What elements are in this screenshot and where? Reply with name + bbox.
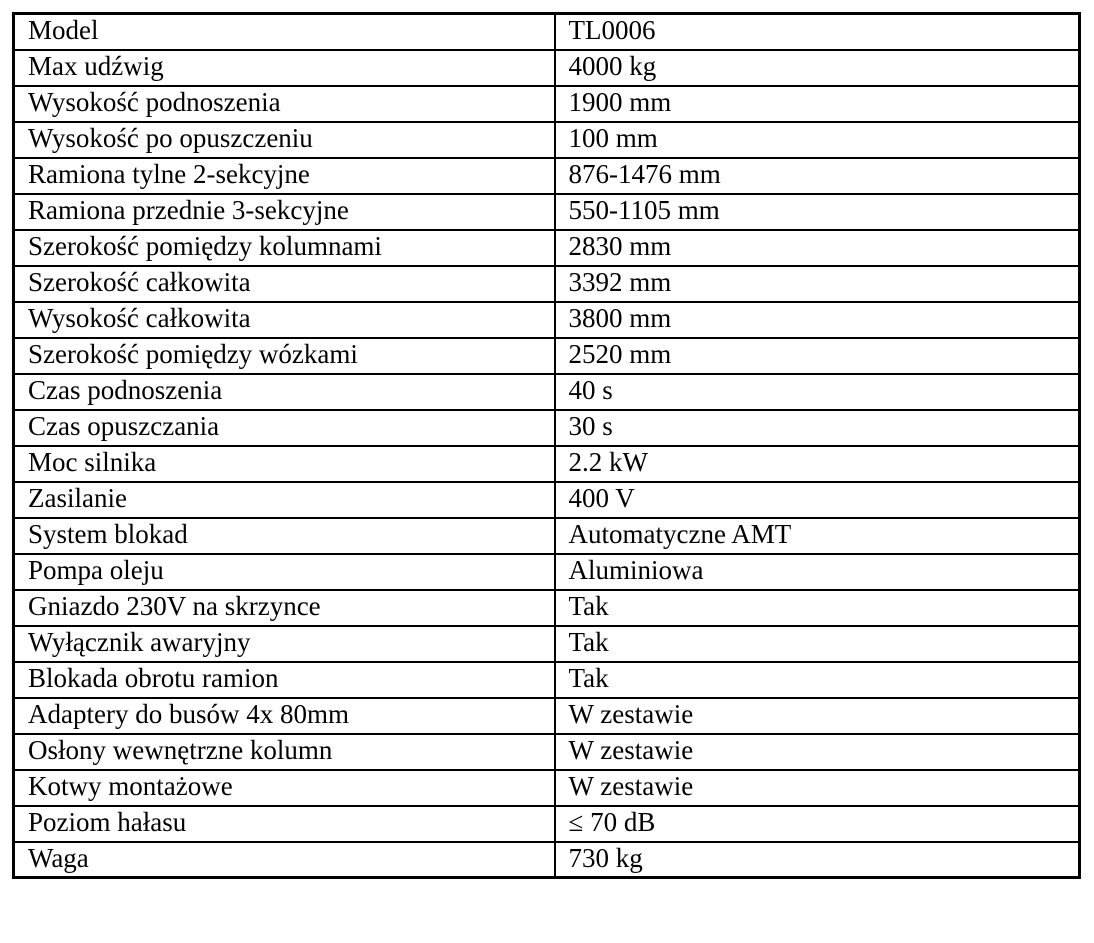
spec-value-cell: 40 s [555,374,1080,410]
table-row [14,86,1080,122]
spec-value-cell: W zestawie [555,734,1080,770]
spec-table-body [14,14,1080,878]
table-row [14,842,1080,878]
spec-table-container [12,12,1081,879]
spec-parameter-cell: System blokad [14,518,555,554]
spec-value-cell: W zestawie [555,770,1080,806]
spec-table [12,12,1081,879]
table-row [14,482,1080,518]
spec-parameter-cell: Adaptery do busów 4x 80mm [14,698,555,734]
spec-parameter-cell: Wyłącznik awaryjny [14,626,555,662]
table-row [14,50,1080,86]
spec-value-cell: 730 kg [555,842,1080,878]
spec-parameter-cell: Szerokość pomiędzy kolumnami [14,230,555,266]
spec-value-cell: Aluminiowa [555,554,1080,590]
spec-parameter-cell: Wysokość podnoszenia [14,86,555,122]
spec-value-cell: 4000 kg [555,50,1080,86]
table-row [14,806,1080,842]
spec-parameter-cell: Ramiona tylne 2-sekcyjne [14,158,555,194]
spec-value-cell: W zestawie [555,698,1080,734]
spec-value-cell: TL0006 [555,14,1080,50]
spec-parameter-cell: Czas podnoszenia [14,374,555,410]
spec-value-cell: Tak [555,590,1080,626]
spec-parameter-cell: Szerokość całkowita [14,266,555,302]
spec-value-cell: 3392 mm [555,266,1080,302]
spec-parameter-cell: Kotwy montażowe [14,770,555,806]
spec-parameter-cell: Wysokość po opuszczeniu [14,122,555,158]
table-row [14,302,1080,338]
table-row [14,266,1080,302]
spec-value-cell: 876-1476 mm [555,158,1080,194]
spec-value-cell: 30 s [555,410,1080,446]
table-row [14,158,1080,194]
spec-parameter-cell: Max udźwig [14,50,555,86]
spec-parameter-cell: Model [14,14,555,50]
table-row [14,230,1080,266]
table-row [14,122,1080,158]
table-row [14,518,1080,554]
spec-value-cell: 2.2 kW [555,446,1080,482]
table-row [14,590,1080,626]
spec-parameter-cell: Wysokość całkowita [14,302,555,338]
table-row [14,770,1080,806]
spec-parameter-cell: Szerokość pomiędzy wózkami [14,338,555,374]
spec-parameter-cell: Osłony wewnętrzne kolumn [14,734,555,770]
table-row [14,662,1080,698]
spec-value-cell: 2520 mm [555,338,1080,374]
table-row [14,698,1080,734]
spec-value-cell: Tak [555,626,1080,662]
spec-value-cell: 100 mm [555,122,1080,158]
spec-parameter-cell: Gniazdo 230V na skrzynce [14,590,555,626]
spec-value-cell: Tak [555,662,1080,698]
table-row [14,446,1080,482]
table-row [14,734,1080,770]
spec-parameter-cell: Pompa oleju [14,554,555,590]
spec-value-cell: 1900 mm [555,86,1080,122]
spec-parameter-cell: Zasilanie [14,482,555,518]
spec-value-cell: 400 V [555,482,1080,518]
spec-parameter-cell: Moc silnika [14,446,555,482]
table-row [14,410,1080,446]
table-row [14,194,1080,230]
table-row [14,338,1080,374]
spec-parameter-cell: Czas opuszczania [14,410,555,446]
spec-value-cell: Automatyczne AMT [555,518,1080,554]
spec-parameter-cell: Blokada obrotu ramion [14,662,555,698]
table-row [14,374,1080,410]
spec-value-cell: 2830 mm [555,230,1080,266]
spec-value-cell: 550-1105 mm [555,194,1080,230]
table-row [14,554,1080,590]
spec-value-cell: ≤ 70 dB [555,806,1080,842]
spec-parameter-cell: Ramiona przednie 3-sekcyjne [14,194,555,230]
table-row [14,626,1080,662]
spec-value-cell: 3800 mm [555,302,1080,338]
table-row [14,14,1080,50]
spec-parameter-cell: Poziom hałasu [14,806,555,842]
spec-parameter-cell: Waga [14,842,555,878]
